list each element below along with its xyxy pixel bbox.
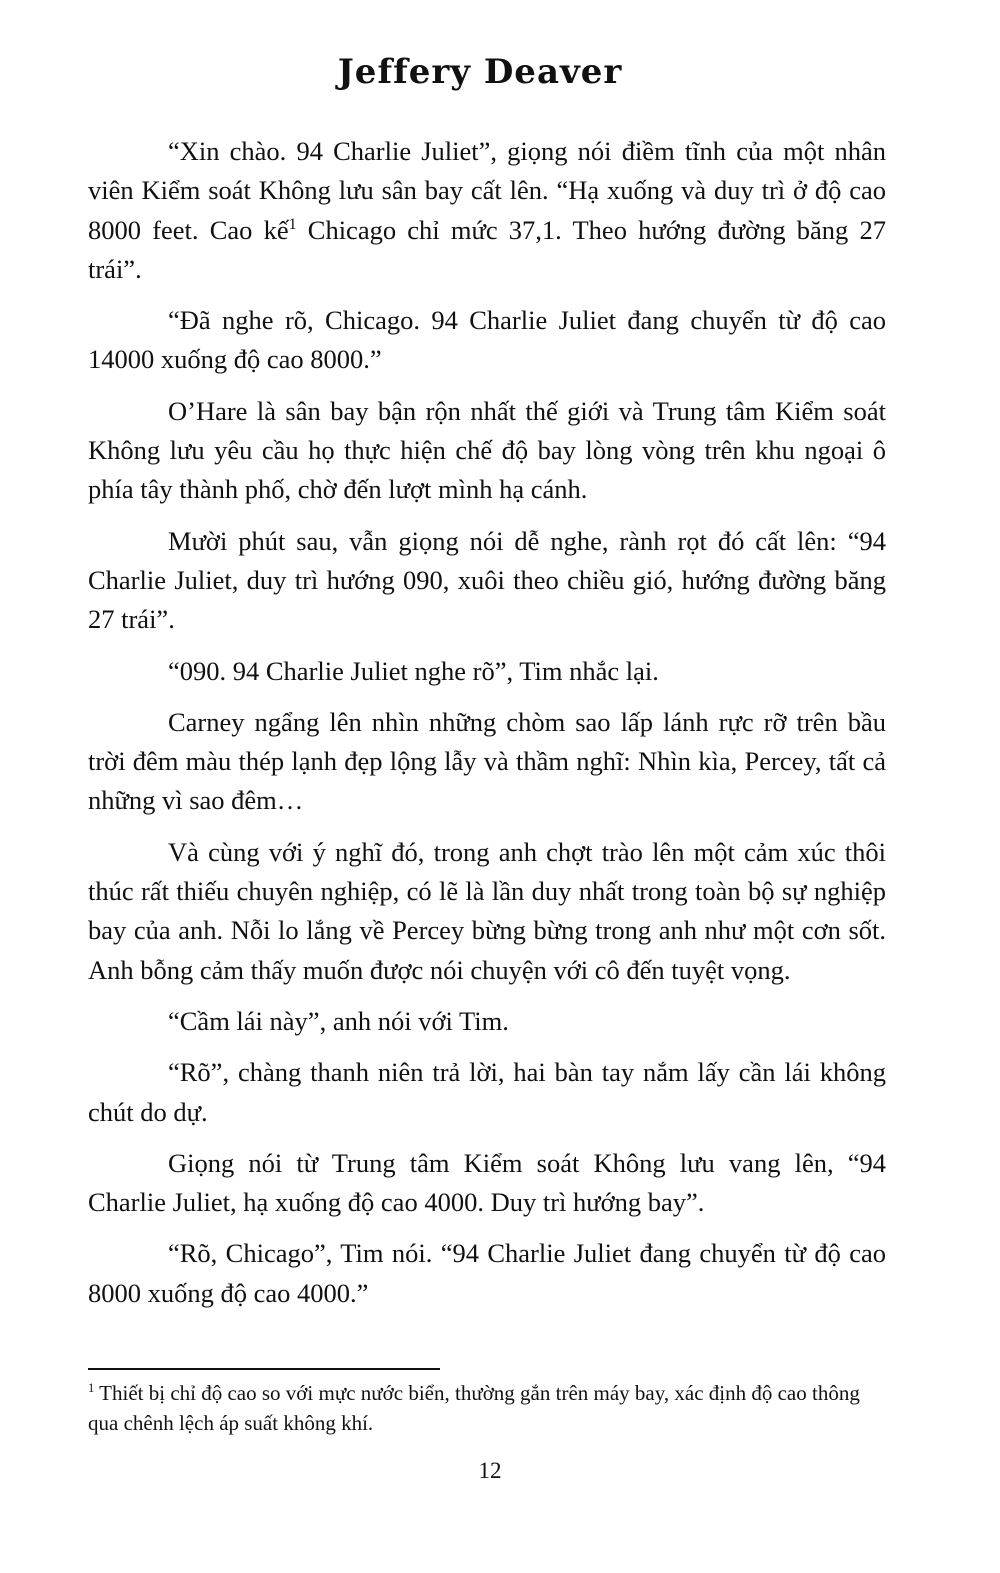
paragraph-1-text: “Xin chào. 94 Charlie Juliet”, giọng nói điềm tĩnh của một nhân viên Kiểm soát Không lưu sân bay cất lên. “Hạ xuống và duy trì ở độ cao 8000 feet. Cao kế [88, 136, 886, 245]
paragraph-10: Giọng nói từ Trung tâm Kiểm soát Không lưu vang lên, “94 Charlie Juliet, hạ xuống độ cao 4000. Duy trì hướng bay”. [88, 1147, 886, 1218]
footnote-divider [88, 1368, 440, 1370]
paragraph-9: “Rõ”, chàng thanh niên trả lời, hai bàn tay nắm lấy cần lái không chút do dự. [88, 1057, 886, 1127]
paragraph-6: Carney ngẩng lên nhìn những chòm sao lấp lánh rực rỡ trên bầu trời đêm màu thép lạnh đẹp lộng lẫy và thầm nghĩ: Nhìn kìa, Percey, tất cả những vì sao đêm… [88, 706, 886, 816]
paragraph-7: Và cùng với ý nghĩ đó, trong anh chợt trào lên một cảm xúc thôi thúc rất thiếu chuyên nghiệp, có lẽ là lần duy nhất trong toàn bộ sự nghiệp bay của anh. Nỗi lo lắng về Percey bừng bừng trong anh như một cơn sốt. Anh bỗng cảm thấy muốn được nói chuyện với cô đến tuyệt vọng. [88, 836, 886, 985]
paragraph-11: “Rõ, Chicago”, Tim nói. “94 Charlie Juliet đang chuyển từ độ cao 8000 xuống độ cao 4000.” [88, 1238, 886, 1308]
paragraph-2: “Đã nghe rõ, Chicago. 94 Charlie Juliet đang chuyển từ độ cao 14000 xuống độ cao 8000.” [88, 305, 886, 375]
footnote-text: Thiết bị chỉ độ cao so với mực nước biển, thường gắn trên máy bay, xác định độ cao thông qua chênh lệch áp suất không khí. [88, 1381, 860, 1435]
paragraph-3: O’Hare là sân bay bận rộn nhất thế giới và Trung tâm Kiểm soát Không lưu yêu cầu họ thực hiện chế độ bay lòng vòng trên khu ngoại ô phía tây thành phố, chờ đến lượt mình hạ cánh. [88, 395, 886, 505]
running-head: Jeffery Deaver [337, 52, 623, 92]
paragraph-1 [88, 132, 886, 289]
paragraph-4: Mười phút sau, vẫn giọng nói dễ nghe, rành rọt đó cất lên: “94 Charlie Juliet, duy trì hướng 090, xuôi theo chiều gió, hướng đường băng 27 trái”. [88, 525, 886, 635]
footnote-marker: 1 [88, 1381, 95, 1395]
body-text [88, 132, 886, 1325]
paragraph-8: “Cầm lái này”, anh nói với Tim. [168, 1005, 509, 1036]
footnote-reference: 1 [288, 215, 297, 233]
page-number: 12 [478, 1458, 502, 1483]
footnote [88, 1378, 888, 1438]
paragraph-5: “090. 94 Charlie Juliet nghe rõ”, Tim nhắc lại. [168, 655, 659, 686]
paragraph-1-continuation: Chicago chỉ mức 37,1. Theo hướng đường băng 27 trái”. [88, 214, 886, 284]
